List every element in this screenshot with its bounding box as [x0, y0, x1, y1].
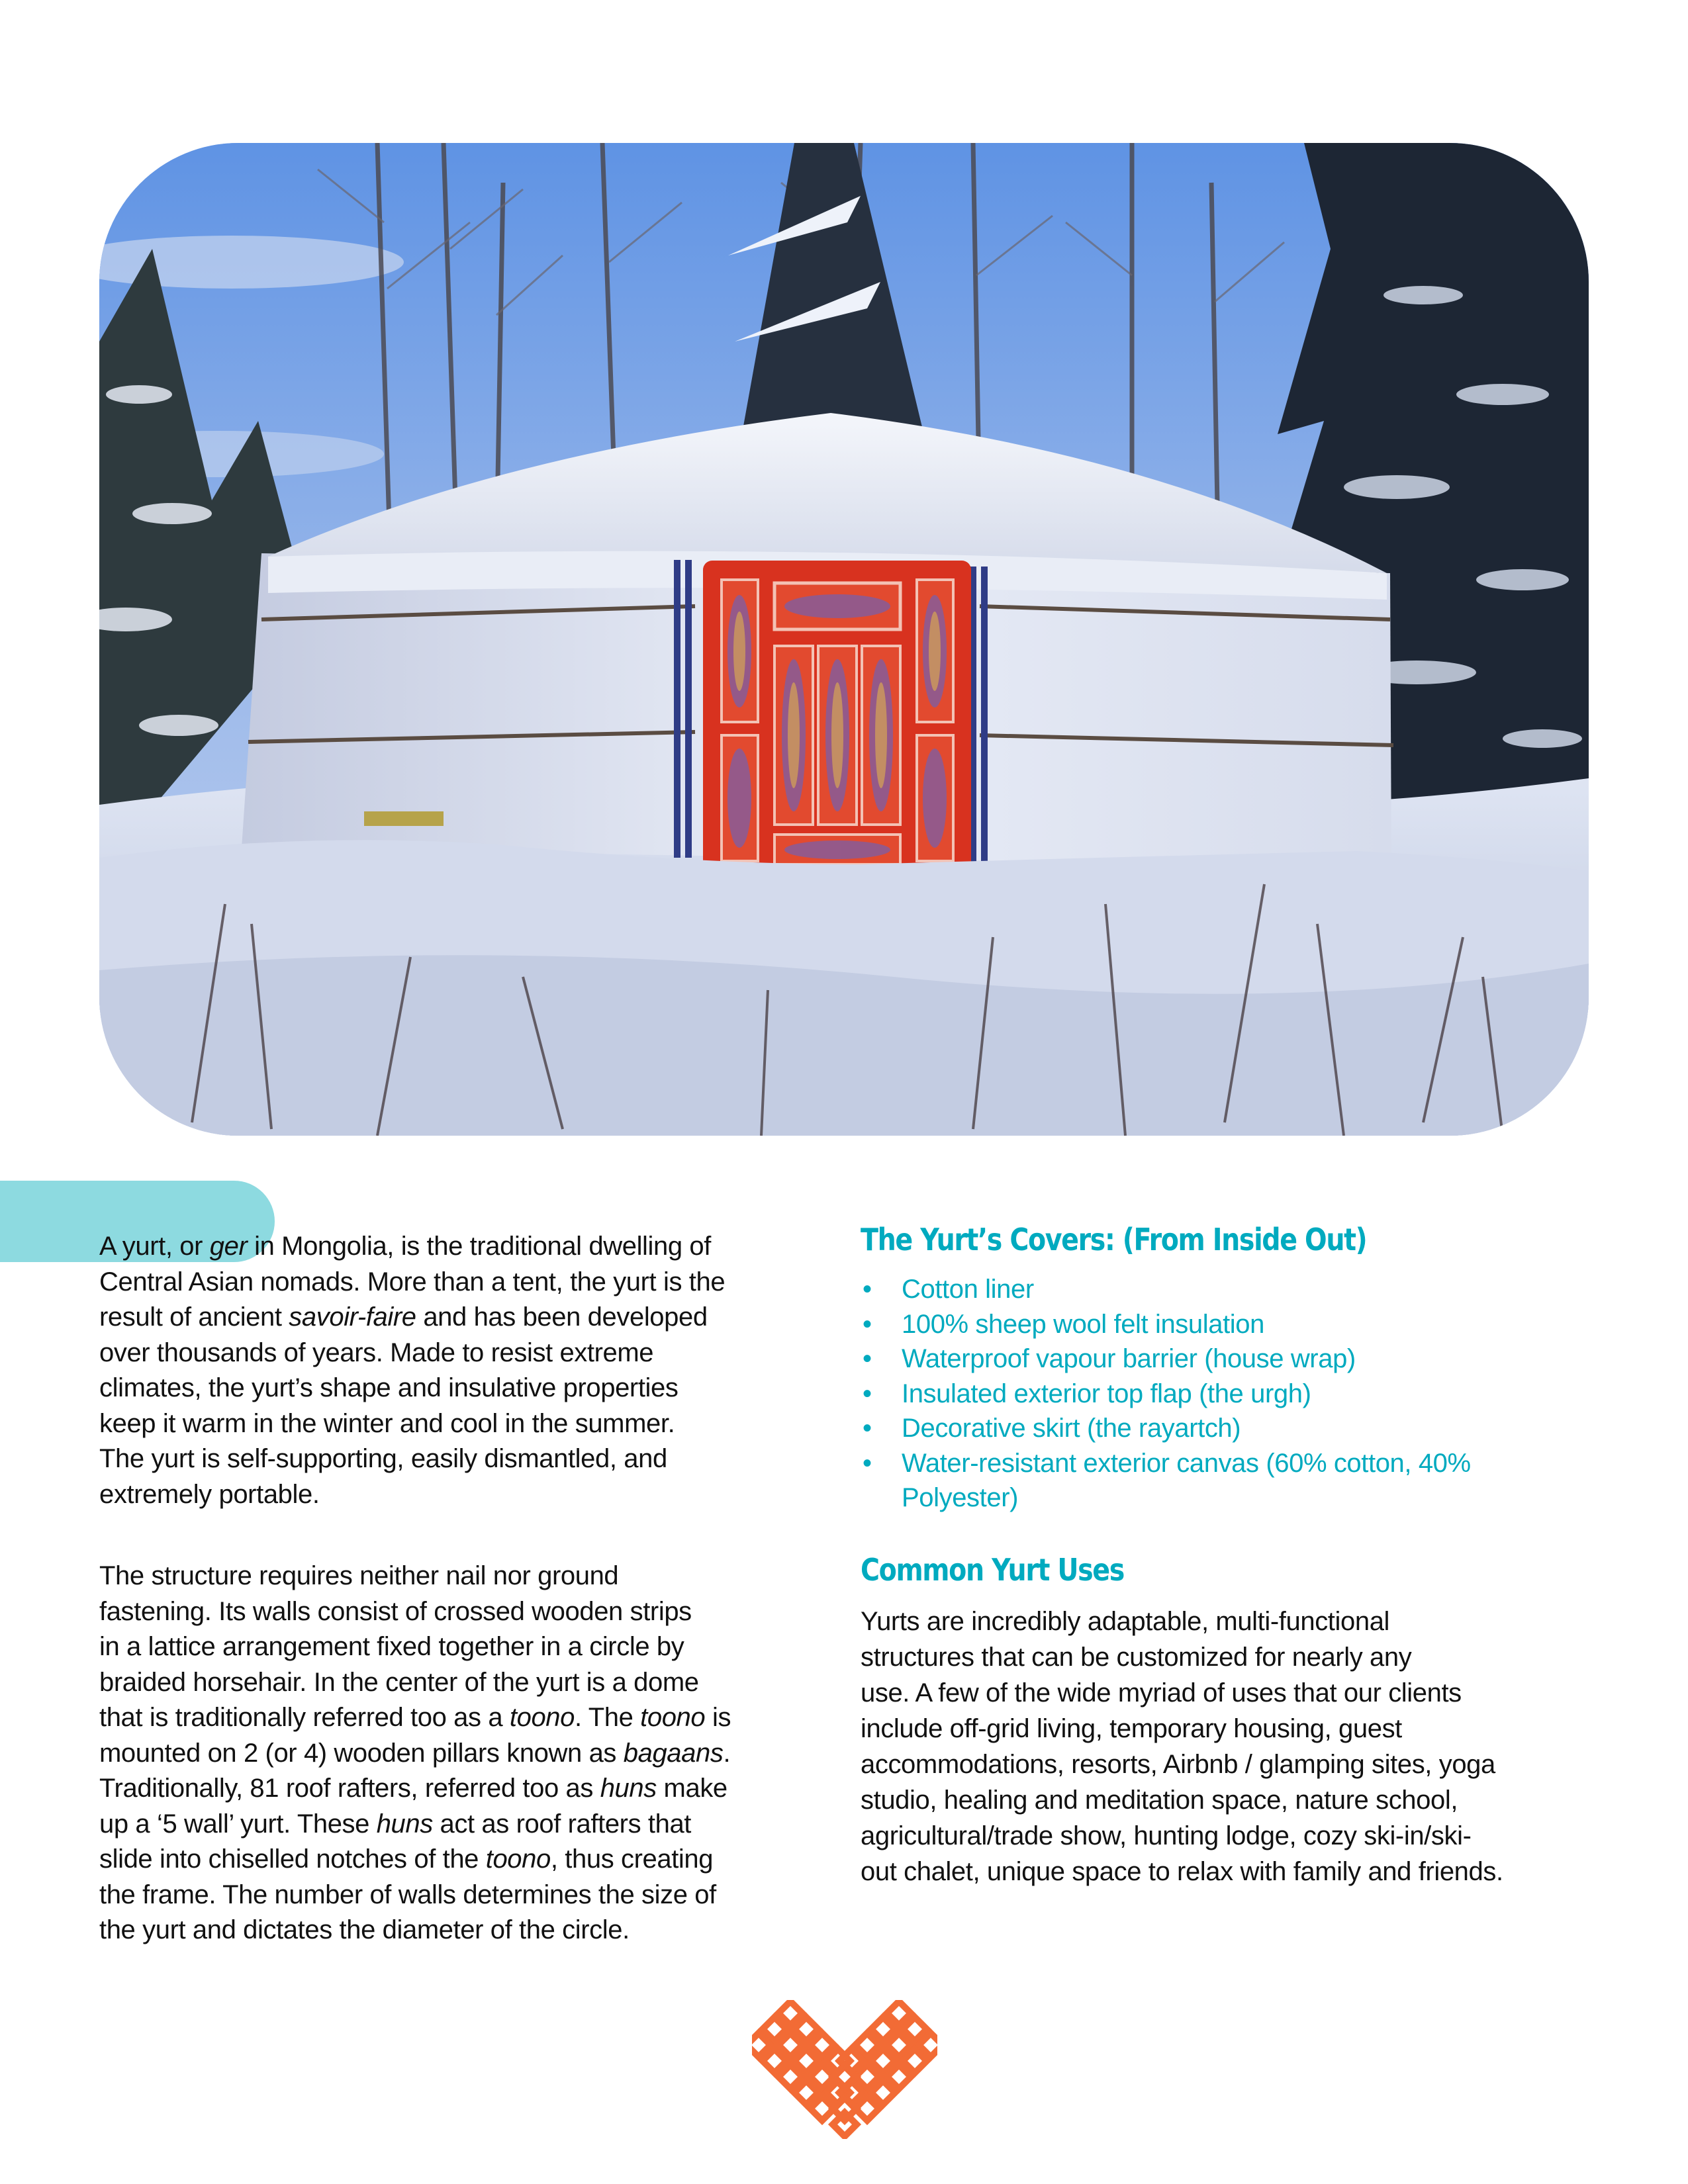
- text-line: out chalet, unique space to relax with family and friends.: [861, 1857, 1503, 1886]
- text-line: the frame. The number of walls determines the size of: [99, 1880, 716, 1909]
- text-line: studio, healing and meditation space, nature school,: [861, 1786, 1458, 1815]
- text-line: accommodations, resorts, Airbnb / glamping sites, yoga: [861, 1750, 1495, 1779]
- uses-paragraph: [861, 1604, 1582, 1889]
- covers-list-item: [861, 1411, 1582, 1446]
- text-line: Traditionally, 81 roof rafters, referred too as huns make: [99, 1774, 727, 1803]
- text-line: The yurt is self-supporting, easily dismantled, and: [99, 1444, 667, 1473]
- covers-list-item: [861, 1342, 1582, 1377]
- covers-item-text: Water-resistant exterior canvas (60% cotton, 40%: [902, 1448, 1471, 1478]
- bullet-icon: •: [863, 1448, 872, 1478]
- italic-term: bagaans: [623, 1738, 724, 1768]
- hero-photo: [99, 143, 1589, 1136]
- covers-heading: The Yurt’s Covers: (From Inside Out): [861, 1222, 1367, 1257]
- text-line: slide into chiselled notches of the toono, thus creating: [99, 1844, 714, 1874]
- text-line: structures that can be customized for nearly any: [861, 1643, 1412, 1672]
- text-line: use. A few of the wide myriad of uses that our clients: [861, 1678, 1462, 1707]
- covers-item-text: Waterproof vapour barrier (house wrap): [902, 1344, 1356, 1373]
- covers-item-text: 100% sheep wool felt insulation: [902, 1309, 1264, 1339]
- covers-item-text: Cotton liner: [902, 1275, 1034, 1304]
- text-line: include off-grid living, temporary housing, guest: [861, 1714, 1402, 1743]
- ornate-door-icon: [703, 561, 971, 872]
- photo-yurt-in-snow-icon: [99, 143, 1589, 1136]
- text-line: keep it warm in the winter and cool in the summer.: [99, 1408, 675, 1438]
- bullet-icon: •: [863, 1275, 872, 1304]
- text-line: in a lattice arrangement fixed together in a circle by: [99, 1632, 684, 1661]
- covers-list: [861, 1272, 1582, 1516]
- text-line: fastening. Its walls consist of crossed wooden strips: [99, 1596, 692, 1626]
- italic-term: toono: [509, 1703, 575, 1732]
- intro-paragraph: [99, 1229, 834, 1512]
- covers-item-text: Insulated exterior top flap (the urgh): [902, 1379, 1311, 1408]
- covers-item-continuation: Polyester): [902, 1483, 1019, 1512]
- text-line: extremely portable.: [99, 1479, 320, 1509]
- text-line: Yurts are incredibly adaptable, multi-functional: [861, 1607, 1390, 1636]
- text-line: that is traditionally referred too as a toono. The toono is: [99, 1703, 731, 1732]
- text-line: climates, the yurt’s shape and insulative properties: [99, 1373, 679, 1402]
- italic-term: toono: [640, 1703, 706, 1732]
- text-line: Central Asian nomads. More than a tent, the yurt is the: [99, 1267, 726, 1297]
- text-line: up a ‘5 wall’ yurt. These huns act as roof rafters that: [99, 1809, 692, 1839]
- text-line: mounted on 2 (or 4) wooden pillars known as bagaans.: [99, 1738, 731, 1768]
- bullet-icon: •: [863, 1309, 872, 1339]
- text-line: The structure requires neither nail nor ground: [99, 1561, 619, 1590]
- covers-list-item: [861, 1377, 1582, 1412]
- covers-list-item: [861, 1307, 1582, 1342]
- text-line: over thousands of years. Made to resist extreme: [99, 1338, 654, 1367]
- bullet-icon: •: [863, 1414, 872, 1443]
- text-line: braided horsehair. In the center of the yurt is a dome: [99, 1667, 699, 1697]
- italic-term: toono: [485, 1844, 551, 1874]
- endless-knot-heart-logo-icon: [752, 2000, 937, 2139]
- covers-item-text: Decorative skirt (the rayartch): [902, 1414, 1241, 1443]
- uses-heading: Common Yurt Uses: [861, 1552, 1124, 1588]
- text-line: the yurt and dictates the diameter of the circle.: [99, 1915, 630, 1944]
- text-line: result of ancient savoir-faire and has been developed: [99, 1302, 708, 1332]
- italic-term: huns: [600, 1774, 657, 1803]
- text-line: agricultural/trade show, hunting lodge, cozy ski-in/ski-: [861, 1821, 1472, 1850]
- italic-term: savoir-faire: [289, 1302, 416, 1332]
- text-line: A yurt, or ger in Mongolia, is the traditional dwelling of: [99, 1232, 711, 1261]
- italic-term: huns: [376, 1809, 433, 1839]
- bullet-icon: •: [863, 1379, 872, 1408]
- covers-list-item: [861, 1272, 1582, 1307]
- structure-paragraph: [99, 1559, 834, 1948]
- covers-list-item: [861, 1446, 1582, 1516]
- bullet-icon: •: [863, 1344, 872, 1373]
- italic-term: ger: [209, 1232, 248, 1261]
